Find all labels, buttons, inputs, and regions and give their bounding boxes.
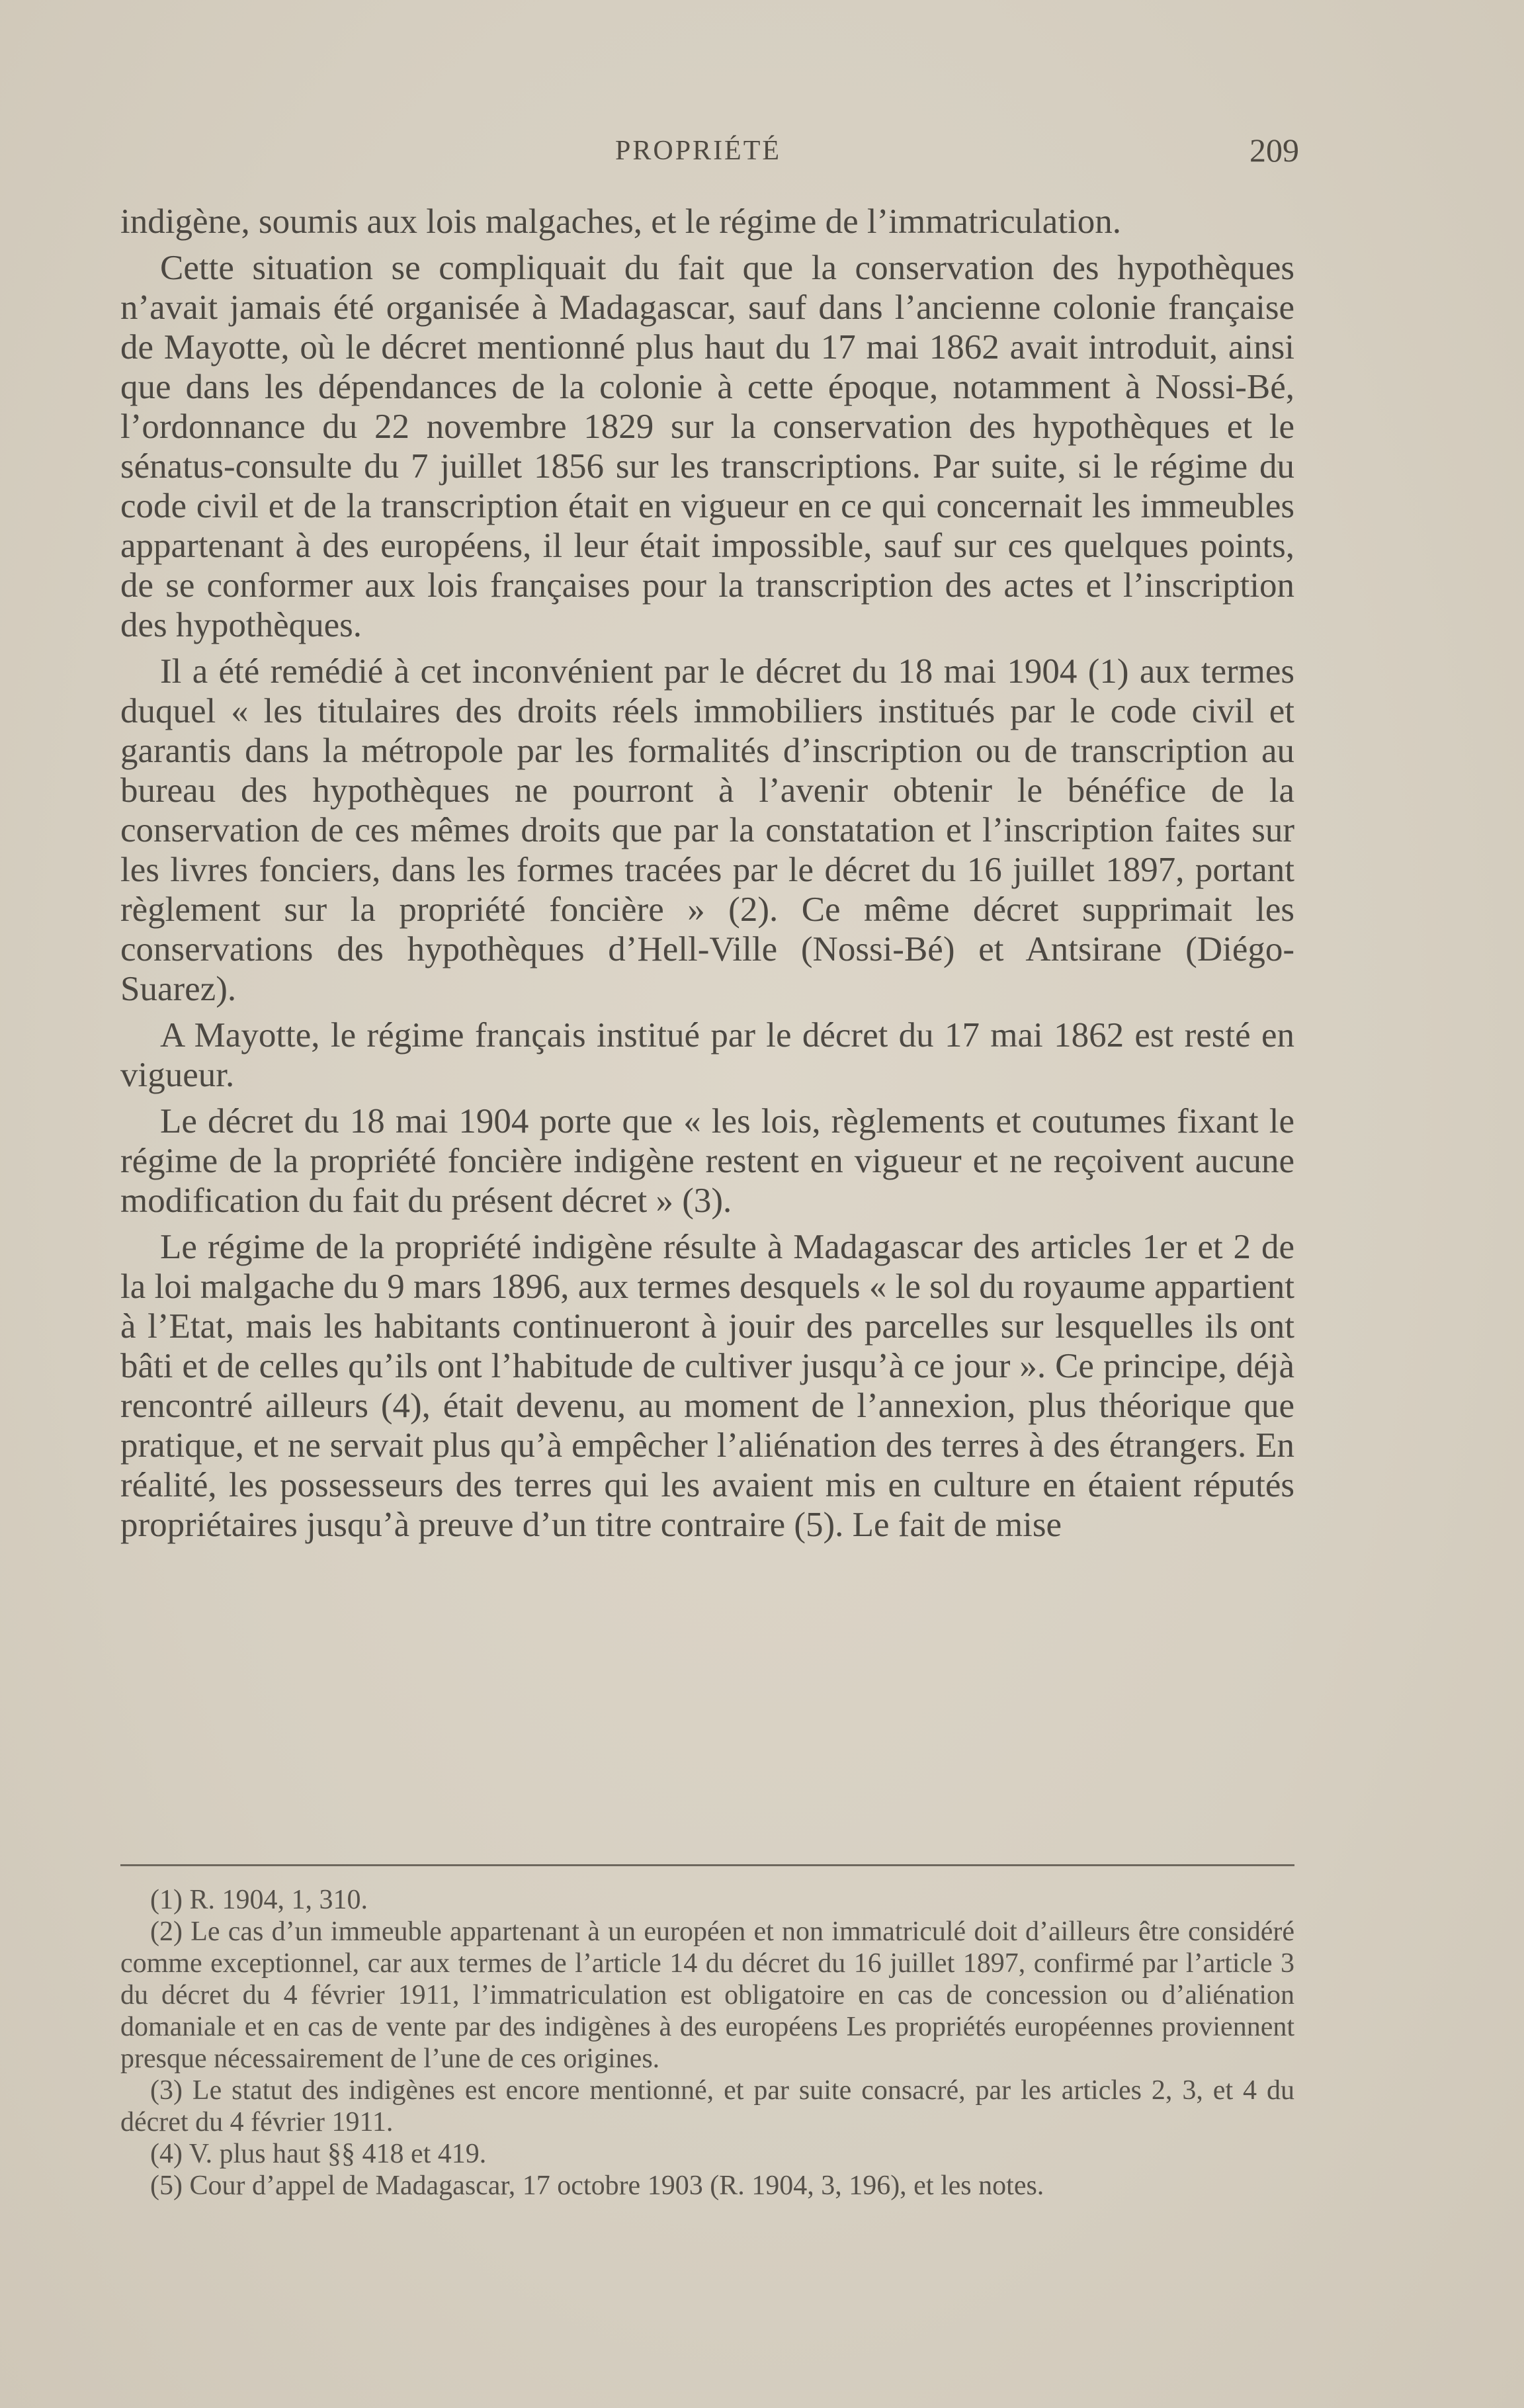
running-header: [119, 131, 1299, 177]
footnote: (5) Cour d’appel de Madagascar, 17 octobre 1903 (R. 1904, 3, 196), et les notes.: [150, 2171, 1044, 2201]
paragraph: Il a été remédié à cet inconvénient par le décret du 18 mai 1904 (1) aux termes duquel « les titulaires des droits réels immobiliers institués par le code civil et garantis dans la métropole par les formalités d’inscription ou de transcription au bureau des hypothèques ne pourront à l’avenir obtenir le bénéfice de la conservation de ces mêmes droits que par la constatation et l’inscription faites sur les livres fonciers, dans les formes tracées par le décret du 16 juillet 1897, portant règlement sur la propriété foncière » (2). Ce même décret supprimait les conservations des hypothèques d’Hell-Ville (Nossi-Bé) et Antsirane (Diégo-Suarez).: [120, 652, 1294, 1008]
paragraph: indigène, soumis aux lois malgaches, et le régime de l’immatriculation.: [120, 202, 1122, 241]
paragraph: A Mayotte, le régime français institué par le décret du 17 mai 1862 est resté en vigueur.: [120, 1016, 1294, 1094]
running-title: PROPRIÉTÉ: [615, 136, 782, 166]
paragraph: Cette situation se compliquait du fait que la conservation des hypothèques n’avait jamais été organisée à Madagascar, sauf dans l’ancienne colonie française de Mayotte, où le décret mentionné plus haut du 17 mai 1862 avait introduit, ainsi que dans les dépendances de la colonie à cette époque, notamment à Nossi-Bé, l’ordonnance du 22 novembre 1829 sur la conservation des hypothèques et le sénatus-consulte du 7 juillet 1856 sur les transcriptions. Par suite, si le régime du code civil et de la transcription était en vigueur en ce qui concernait les immeubles appartenant à des européens, il leur était impossible, sauf sur ces quelques points, de se conformer aux lois françaises pour la transcription des actes et l’inscription des hypothèques.: [120, 249, 1294, 644]
paragraph: Le régime de la propriété indigène résulte à Madagascar des articles 1er et 2 de la loi malgache du 9 mars 1896, aux termes desquels « le sol du royaume appartient à l’Etat, mais les habitants continueront à jouir des parcelles sur lesquelles ils ont bâti et de celles qu’ils ont l’habitude de cultiver jusqu’à ce jour ». Ce principe, déjà rencontré ailleurs (4), était devenu, au moment de l’annexion, plus théorique que pratique, et ne servait plus qu’à empêcher l’aliénation des terres à des étrangers. En réalité, les possesseurs des terres qui les avaient mis en culture en étaient réputés propriétaires jusqu’à preuve d’un titre contraire (5). Le fait de mise: [120, 1228, 1295, 1544]
footnote: (2) Le cas d’un immeuble appartenant à un européen et non immatriculé doit d’ailleurs être considéré comme exceptionnel, car aux termes de l’article 14 du décret du 16 juillet 1897, confirmé par l’article 3 du décret du 4 février 1911, l’immatriculation est obligatoire en cas de concession ou d’aliénation domaniale et en cas de vente par des indigènes à des européens Les propriétés européennes proviennent presque nécessairement de l’une de ces origines.: [120, 1916, 1294, 2074]
main-text: [120, 202, 1294, 1551]
footnote: (1) R. 1904, 1, 310.: [150, 1885, 368, 1915]
footnote-divider: [120, 1864, 1294, 1866]
footnotes: [120, 1884, 1294, 2202]
footnote: (4) V. plus haut §§ 418 et 419.: [150, 2139, 487, 2169]
page-number: 209: [1249, 132, 1299, 169]
footnote: (3) Le statut des indigènes est encore mentionné, et par suite consacré, par les articles 2, 3, et 4 du décret du 4 février 1911.: [120, 2075, 1294, 2137]
paragraph: Le décret du 18 mai 1904 porte que « les lois, règlements et coutumes fixant le régime de la propriété foncière indigène restent en vigueur et ne reçoivent aucune modification du fait du présent décret » (3).: [120, 1102, 1294, 1220]
